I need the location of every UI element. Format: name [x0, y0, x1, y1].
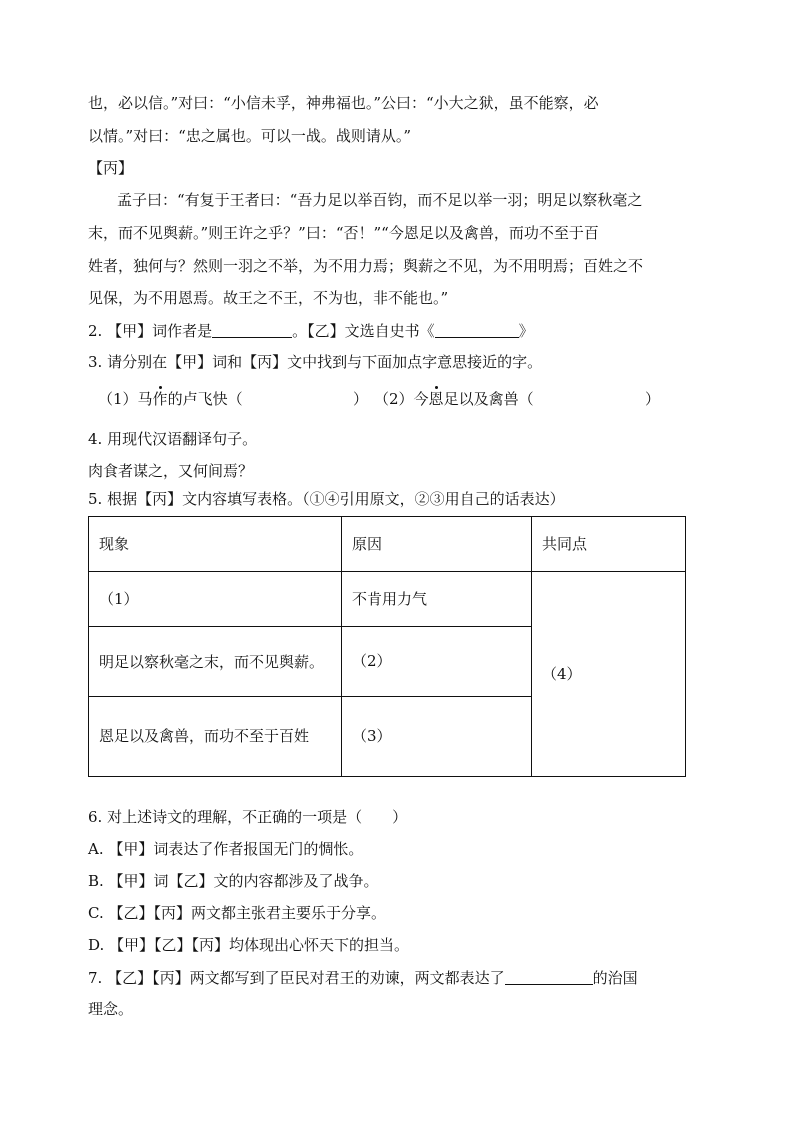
dotted-char: 作	[152, 390, 168, 408]
table-cell[interactable]: （2）	[342, 627, 532, 697]
option-a[interactable]: A. 【甲】词表达了作者报国无门的惆怅。	[88, 840, 364, 858]
question-text: 7. 【乙】【丙】两文都写到了臣民对君王的劝谏，两文都表达了	[88, 969, 505, 987]
table-cell: 明足以察秋毫之末，而不见舆薪。	[89, 627, 342, 697]
bracket-close: ）	[353, 390, 369, 408]
common-point-cell[interactable]: （4）	[532, 572, 686, 777]
question-text: 》	[518, 322, 534, 340]
item-text: （2）今	[374, 390, 429, 408]
question-3-item-1	[98, 392, 243, 407]
option-d[interactable]: D. 【甲】【乙】【丙】均体现出心怀天下的担当。	[88, 936, 410, 954]
answer-blank[interactable]	[435, 323, 519, 338]
passage-line: 也，必以信。”对曰：“小信未孚，神弗福也。”公曰：“小大之狱，虽不能察，必	[88, 94, 599, 112]
question-text: 。【乙】文选自史书《	[292, 322, 435, 340]
question-5: 5. 根据【丙】文内容填写表格。（①④引用原文，②③用自己的话表达）	[88, 490, 565, 508]
answer-blank[interactable]	[505, 970, 593, 985]
translation-sentence: 肉食者谋之，又何间焉？	[88, 462, 254, 480]
item-text: 足以及禽兽（	[443, 390, 534, 408]
passage-line: 孟子曰：“有复于王者曰：“吾力足以举百钧，而不足以举一羽；明足以察秋毫之	[117, 191, 643, 209]
question-7	[88, 970, 638, 986]
question-4: 4. 用现代汉语翻译句子。	[88, 430, 258, 448]
question-2	[88, 323, 534, 339]
table-header-row	[89, 517, 686, 572]
passage-line: 末，而不见舆薪。”则王许之乎？”曰：“否！”“今恩足以及禽兽，而功不至于百	[88, 224, 599, 242]
option-b[interactable]: B. 【甲】词【乙】文的内容都涉及了战争。	[88, 872, 379, 890]
passage-line: 见保，为不用恩焉。故王之不王，不为也，非不能也。”	[88, 289, 449, 307]
table-cell[interactable]: （1）	[89, 572, 342, 627]
table-row	[89, 572, 686, 627]
question-text: 的治国	[592, 969, 638, 987]
answer-blank[interactable]	[212, 323, 292, 338]
passage-line: 以情。”对曰：“忠之属也。可以一战。战则请从。”	[88, 127, 412, 145]
question-7-line-2: 理念。	[88, 1000, 134, 1018]
question-text: 2. 【甲】词作者是	[88, 322, 213, 340]
table-cell[interactable]: （3）	[342, 697, 532, 777]
table-cell: 恩足以及禽兽，而功不至于百姓	[89, 697, 342, 777]
dotted-char: 恩	[428, 390, 444, 408]
question-3-item-2	[374, 392, 534, 407]
answer-table	[88, 516, 686, 777]
question-3: 3. 请分别在【甲】词和【丙】文中找到与下面加点字意思接近的字。	[88, 353, 543, 371]
table-header: 原因	[342, 517, 532, 572]
table-cell: 不肯用力气	[342, 572, 532, 627]
item-text: 的卢飞快（	[167, 390, 243, 408]
table-header: 现象	[89, 517, 342, 572]
table-header: 共同点	[532, 517, 686, 572]
question-6: 6. 对上述诗文的理解，不正确的一项是（ ）	[88, 808, 408, 826]
passage-line: 姓者，独何与？然则一羽之不举，为不用力焉；舆薪之不见，为不用明焉；百姓之不	[88, 257, 644, 275]
option-c[interactable]: C. 【乙】【丙】两文都主张君主要乐于分享。	[88, 904, 386, 922]
section-header-bing: 【丙】	[88, 159, 134, 177]
item-text: （1）马	[98, 390, 153, 408]
bracket-close: ）	[645, 390, 661, 408]
